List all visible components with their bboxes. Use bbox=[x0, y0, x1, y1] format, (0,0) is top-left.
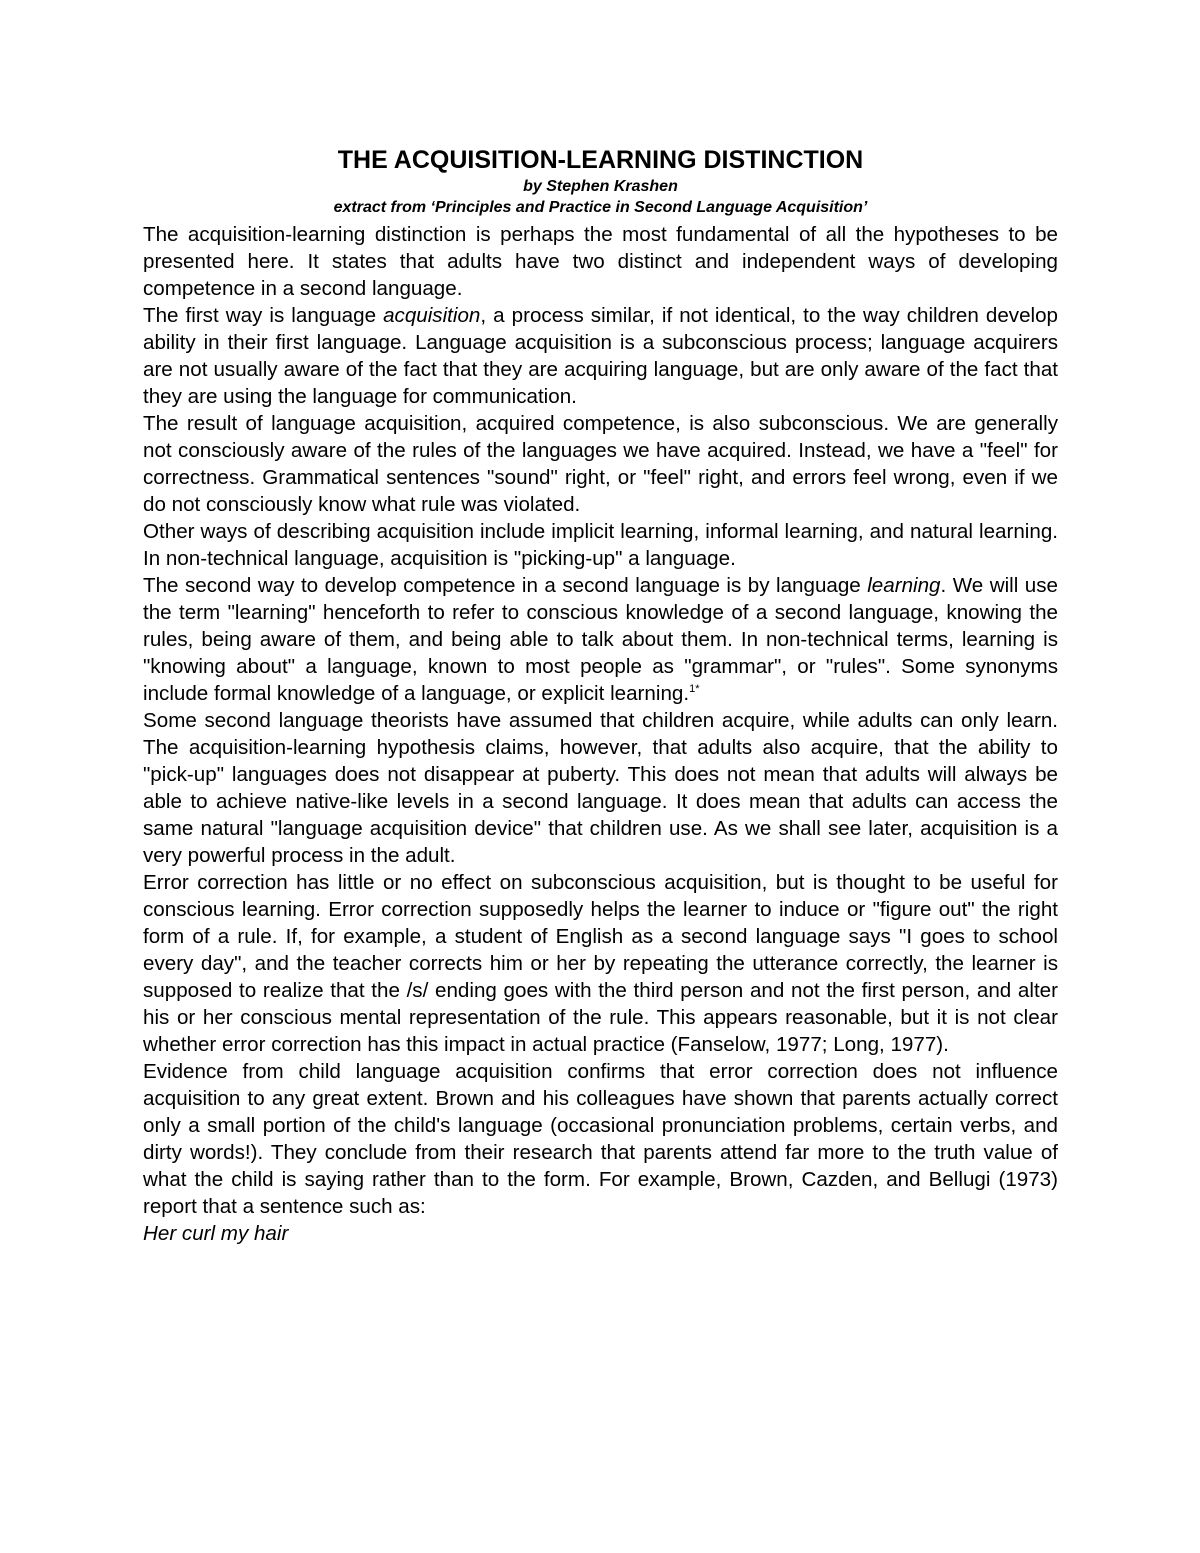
paragraph-2 bbox=[143, 302, 1058, 410]
paragraph-5 bbox=[143, 572, 1058, 707]
paragraph-2-start: The first way is language bbox=[143, 304, 384, 327]
term-acquisition: acquisition bbox=[383, 304, 481, 327]
document-page bbox=[143, 146, 1058, 1247]
paragraph-4: Other ways of describing acquisition include implicit learning, informal learning, and natural learning. In non-technical language, acquisition is "picking-up" a language. bbox=[143, 520, 1058, 570]
paragraph-6: Some second language theorists have assumed that children acquire, while adults can only learn. The acquisition-learning hypothesis claims, however, that adults also acquire, that the ability to "pick-up" languages does not disappear at puberty. This does not mean that adults will always be able to achieve native-like levels in a second language. It does mean that adults can access the same natural "language acquisition device" that children use. As we shall see later, acquisition is a very powerful process in the adult. bbox=[143, 709, 1058, 867]
document-body bbox=[143, 221, 1058, 1247]
paragraph-2-end: , a process similar, if not identical, to the way children develop ability in their first language. Language acquisition is a subconscious process; language acquirers are not usually aware of the fact that they are acquiring language, but are only aware of the fact that they are using the language for communication. bbox=[143, 304, 1058, 408]
term-learning: learning bbox=[867, 574, 941, 597]
paragraph-8: Evidence from child language acquisition confirms that error correction does not influence acquisition to any great extent. Brown and his colleagues have shown that parents actually correct only a small portion of the child's language (occasional pronunciation problems, certain verbs, and dirty words!). They conclude from their research that parents attend far more to the truth value of what the child is saying rather than to the form. For example, Brown, Cazden, and Bellugi (1973) report that a sentence such as: bbox=[143, 1060, 1058, 1218]
author-line: by Stephen Krashen bbox=[523, 178, 678, 195]
paragraph-7: Error correction has little or no effect on subconscious acquisition, but is thought to be useful for conscious learning. Error correction supposedly helps the learner to induce or "figure out" the right form of a rule. If, for example, a student of English as a second language says "I goes to school every day", and the teacher corrects him or her by repeating the utterance correctly, the learner is supposed to realize that the /s/ ending goes with the third person and not the first person, and alter his or her conscious mental representation of the rule. This appears reasonable, but it is not clear whether error correction has this impact in actual practice (Fanselow, 1977; Long, 1977). bbox=[143, 871, 1058, 1056]
document-title: THE ACQUISITION-LEARNING DISTINCTION bbox=[337, 146, 864, 174]
source-line: extract from ‘Principles and Practice in Second Language Acquisition’ bbox=[333, 199, 868, 216]
paragraph-1: The acquisition-learning distinction is perhaps the most fundamental of all the hypotheses to be presented here. It states that adults have two distinct and independent ways of developing competence in a second language. bbox=[143, 223, 1058, 300]
example-sentence: Her curl my hair bbox=[143, 1222, 289, 1245]
footnote-marker[interactable]: 1* bbox=[689, 683, 700, 696]
paragraph-3: The result of language acquisition, acquired competence, is also subconscious. We are generally not consciously aware of the rules of the languages we have acquired. Instead, we have a "feel" for correctness. Grammatical sentences "sound" right, or "feel" right, and errors feel wrong, even if we do not consciously know what rule was violated. bbox=[143, 412, 1058, 516]
paragraph-5-end: . We will use the term "learning" henceforth to refer to conscious knowledge of a second language, knowing the rules, being aware of them, and being able to talk about them. In non-technical terms, learning is "knowing about" a language, known to most people as "grammar", or "rules". Some synonyms include formal knowledge of a language, or explicit learning. bbox=[143, 574, 1058, 705]
paragraph-5-start: The second way to develop competence in a second language is by language bbox=[143, 574, 868, 597]
